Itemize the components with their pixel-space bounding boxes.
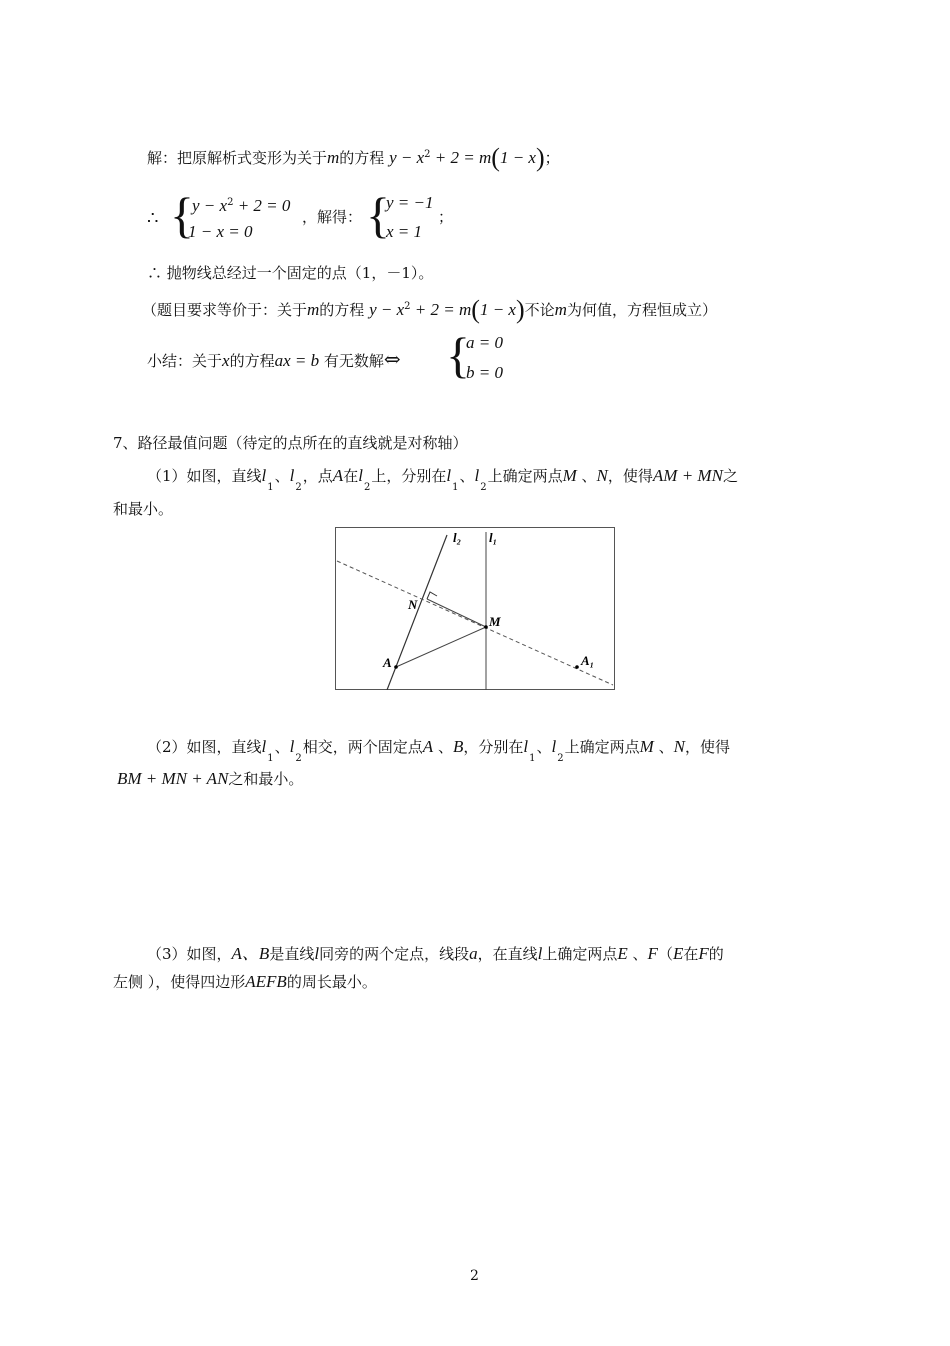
math-var: l bbox=[261, 737, 267, 756]
math-var: N bbox=[673, 737, 685, 756]
math-expr: 1 − x bbox=[479, 300, 516, 319]
text: 、 bbox=[581, 467, 597, 485]
label-m: M bbox=[489, 614, 501, 629]
text: 相交，两个固定点 bbox=[302, 738, 423, 756]
problem-2-line-1 bbox=[147, 737, 730, 764]
math-expr: b = 0 bbox=[466, 363, 503, 382]
math-expr: + 2 = m bbox=[430, 148, 492, 167]
math-var: l bbox=[446, 466, 452, 485]
text: 之和最小。 bbox=[228, 770, 304, 788]
problem-3-line-1 bbox=[147, 944, 724, 964]
text: 在 bbox=[343, 467, 359, 485]
text: 有无数解 bbox=[323, 352, 384, 370]
math-expr: AM + MN bbox=[652, 466, 723, 485]
text: ，使得 bbox=[607, 467, 653, 485]
text: 不论 bbox=[524, 301, 555, 319]
problem-1-line-2: 和最小。 bbox=[113, 500, 174, 518]
text: 上确定两点 bbox=[542, 945, 618, 963]
math-var: N bbox=[596, 466, 608, 485]
label-a1: A₁ bbox=[581, 653, 595, 668]
text: （2）如图，直线 bbox=[147, 738, 262, 756]
math-var: a bbox=[469, 944, 478, 963]
math-var: l bbox=[551, 737, 557, 756]
subscript: 2 bbox=[557, 753, 564, 764]
math-var: E bbox=[617, 944, 628, 963]
iff-symbol: ⇔ bbox=[383, 347, 401, 371]
math-expr: y − x bbox=[192, 196, 228, 215]
left-brace: { bbox=[366, 187, 390, 243]
math-var: A bbox=[422, 737, 434, 756]
math-var: l bbox=[358, 466, 363, 485]
exponent: 2 bbox=[227, 197, 234, 208]
text: 之 bbox=[722, 467, 738, 485]
text: 、 bbox=[632, 945, 648, 963]
text: 、 bbox=[658, 738, 674, 756]
math-var: m bbox=[307, 300, 320, 319]
label-l1: l₁ bbox=[489, 530, 498, 545]
text: 小结：关于 bbox=[147, 352, 223, 370]
text: 在 bbox=[683, 945, 699, 963]
system-2-row-1 bbox=[386, 193, 434, 213]
note bbox=[142, 295, 717, 324]
math-expr: AEFB bbox=[245, 972, 287, 991]
math-var: m bbox=[327, 148, 340, 167]
text: 、 bbox=[274, 738, 290, 756]
text: 的方程 bbox=[339, 149, 385, 167]
text: ，点 bbox=[302, 467, 333, 485]
text: 同旁的两个定点，线段 bbox=[319, 945, 470, 963]
math-var: l bbox=[261, 466, 267, 485]
math-expr: + 2 = m bbox=[410, 300, 472, 319]
paren: ( bbox=[471, 295, 480, 324]
math-var: l bbox=[289, 737, 295, 756]
therefore-symbol: ∴ bbox=[147, 208, 159, 229]
page-number: 2 bbox=[470, 1268, 479, 1284]
math-expr: BM + MN + AN bbox=[117, 769, 229, 788]
math-var: l bbox=[289, 466, 295, 485]
text: 、 bbox=[437, 738, 453, 756]
subscript: 2 bbox=[480, 482, 487, 493]
math-expr: x = 1 bbox=[386, 222, 423, 241]
text: （1）如图，直线 bbox=[147, 467, 262, 485]
label-a: A bbox=[383, 655, 392, 670]
math-var: l bbox=[314, 944, 320, 963]
exponent: 2 bbox=[424, 149, 431, 160]
paren: ( bbox=[491, 143, 500, 172]
text: （题目要求等价于：关于 bbox=[142, 301, 308, 319]
figure-border bbox=[336, 528, 615, 690]
text: 、 bbox=[459, 467, 475, 485]
paren: ) bbox=[535, 143, 545, 172]
text: 上确定两点 bbox=[487, 467, 563, 485]
math-var: l bbox=[523, 737, 529, 756]
system-1-row-1 bbox=[192, 193, 290, 216]
problem-2-line-2 bbox=[117, 769, 303, 789]
paren: ) bbox=[515, 295, 525, 324]
math-expr: ax = b bbox=[274, 351, 320, 370]
math-var: B bbox=[452, 737, 464, 756]
math-var: E bbox=[672, 944, 684, 963]
subscript: 2 bbox=[363, 482, 371, 493]
math-expr: y = −1 bbox=[386, 193, 434, 212]
text: 的方程 bbox=[229, 352, 275, 370]
math-var: x bbox=[222, 351, 230, 370]
system-1-row-2 bbox=[188, 222, 253, 242]
text: 、 bbox=[274, 467, 290, 485]
text: 解：把原解析式变形为关于 bbox=[147, 149, 328, 167]
text: 是直线 bbox=[269, 945, 315, 963]
text: 、 bbox=[536, 738, 552, 756]
math-var: m bbox=[554, 300, 567, 319]
text: ，在直线 bbox=[477, 945, 538, 963]
solution-line-1 bbox=[147, 143, 560, 172]
math-var: M bbox=[639, 737, 654, 756]
text: 的周长最小。 bbox=[286, 973, 377, 991]
subscript: 1 bbox=[529, 753, 536, 764]
geometry-figure bbox=[335, 527, 615, 690]
math-expr: y − x bbox=[369, 300, 405, 319]
label-n: N bbox=[408, 597, 418, 612]
text: （3）如图， bbox=[147, 945, 232, 963]
exponent: 2 bbox=[404, 301, 411, 312]
label-l2: l₂ bbox=[453, 530, 462, 545]
subscript: 2 bbox=[295, 753, 302, 764]
math-expr: a = 0 bbox=[466, 333, 503, 352]
system-end: ； bbox=[438, 208, 454, 226]
text: 左侧 ），使得四边形 bbox=[113, 973, 246, 991]
left-brace: { bbox=[170, 187, 194, 243]
math-expr: + 2 = 0 bbox=[233, 196, 291, 215]
text: 上，分别在 bbox=[371, 467, 447, 485]
text: ； bbox=[544, 149, 560, 167]
math-expr: 1 − x = 0 bbox=[188, 222, 253, 241]
math-var: l bbox=[537, 944, 543, 963]
summary-row-1 bbox=[466, 333, 503, 353]
math-expr: 1 − x bbox=[499, 148, 536, 167]
summary bbox=[147, 349, 401, 371]
math-var: M bbox=[562, 466, 577, 485]
solve-label: ，解得： bbox=[302, 208, 363, 226]
text: 的 bbox=[708, 945, 724, 963]
point-m bbox=[484, 625, 488, 629]
subscript: 2 bbox=[295, 482, 302, 493]
text: ，分别在 bbox=[463, 738, 524, 756]
math-var: F bbox=[647, 944, 658, 963]
problem-1-line-1 bbox=[147, 466, 738, 493]
text: 为何值，方程恒成立） bbox=[566, 301, 717, 319]
text: （ bbox=[657, 945, 673, 963]
text: 上确定两点 bbox=[564, 738, 640, 756]
text: ，使得 bbox=[684, 738, 730, 756]
subscript: 1 bbox=[452, 482, 459, 493]
math-var: A bbox=[332, 466, 344, 485]
math-expr: y − x bbox=[389, 148, 425, 167]
point-a1 bbox=[575, 665, 579, 669]
left-brace: { bbox=[446, 327, 470, 383]
subscript: 1 bbox=[267, 482, 274, 493]
math-var: l bbox=[474, 466, 480, 485]
math-var: F bbox=[698, 944, 709, 963]
conclusion: ∴ 抛物线总经过一个固定的点（1，－1）。 bbox=[147, 264, 434, 282]
subscript: 1 bbox=[267, 753, 274, 764]
system-2-row-2 bbox=[386, 222, 422, 242]
section-heading: 7、路径最值问题（待定的点所在的直线就是对称轴） bbox=[113, 434, 468, 452]
summary-row-2 bbox=[466, 363, 503, 383]
text: 的方程 bbox=[319, 301, 365, 319]
math-var: A、B bbox=[231, 944, 270, 963]
point-a bbox=[394, 665, 398, 669]
problem-3-line-2 bbox=[113, 972, 377, 992]
